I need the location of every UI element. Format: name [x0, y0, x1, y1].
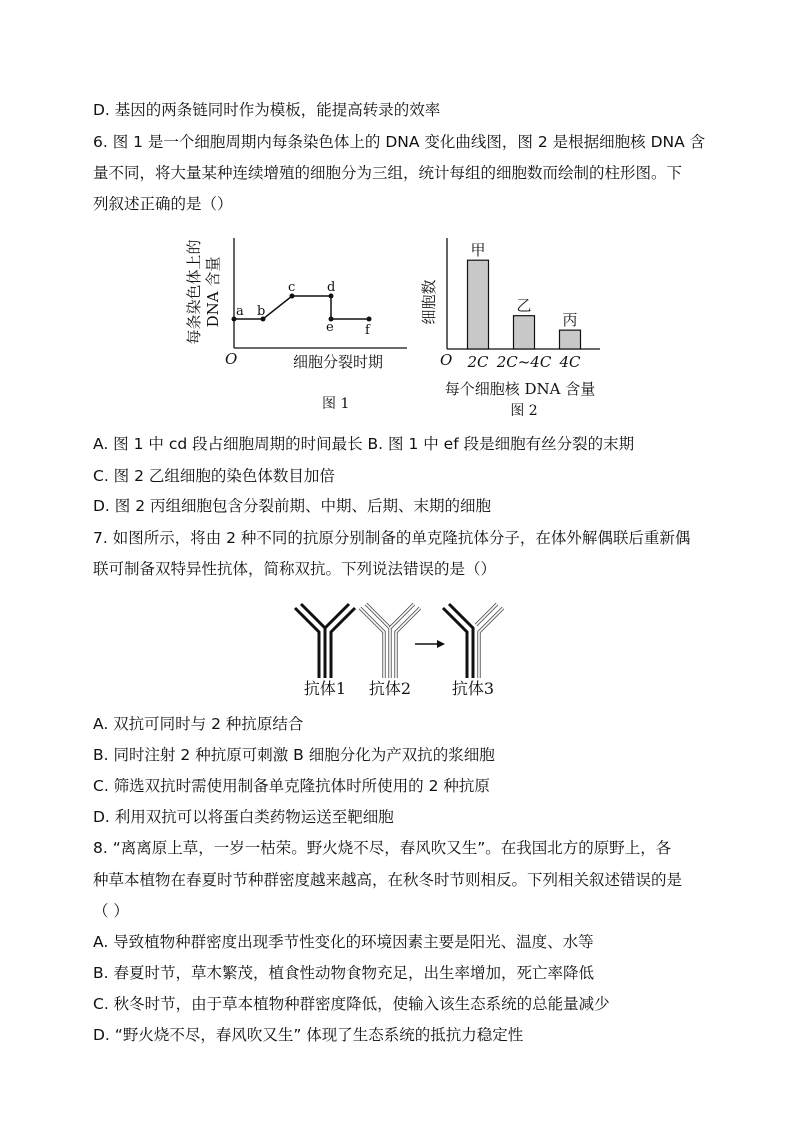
fig2-bar-3 — [560, 330, 581, 349]
fig2-bar-1 — [468, 260, 489, 349]
fig1-label-a: a — [236, 304, 244, 319]
fig1-point-f — [367, 317, 372, 322]
q6-option-d: D. 图 2 丙组细胞包含分裂前期、中期、后期、末期的细胞 — [93, 497, 492, 515]
figure-1-dna-curve — [185, 230, 420, 415]
fig2-tick-label-2: 2C~4C — [496, 353, 552, 371]
fig1-label-f: f — [365, 323, 370, 338]
fig1-label-c: c — [288, 280, 296, 295]
figure-antibodies — [285, 596, 510, 701]
fig1-caption: 图 1 — [322, 396, 350, 412]
q7-stem-line-1: 7. 如图所示，将由 2 种不同的抗原分别制备的单克隆抗体分子，在体外解偶联后重新偶 — [93, 529, 691, 547]
fig2-ylabel: 细胞数 — [420, 279, 438, 325]
fig2-xlabel: 每个细胞核 DNA 含量 — [444, 380, 596, 398]
fig1-ylabel-line-2: DNA 含量 — [204, 256, 222, 328]
antibody-3 — [443, 604, 503, 678]
q8-option-d: D. “野火烧不尽，春风吹又生” 体现了生态系统的抵抗力稳定性 — [93, 1026, 524, 1044]
fig1-ylabel-line-1: 每条染色体上的 — [185, 239, 203, 345]
label-antibody-3: 抗体3 — [451, 679, 495, 698]
fig2-tick-label-3: 4C — [559, 353, 581, 371]
fig1-label-e: e — [326, 320, 334, 335]
q8-stem-line-1: 8. “离离原上草，一岁一枯荣。野火烧不尽，春风吹又生”。在我国北方的原野上，各 — [93, 839, 672, 857]
fig1-label-d: d — [327, 280, 336, 295]
figure-2-bar-chart — [420, 230, 620, 420]
fig1-xlabel: 细胞分裂时期 — [293, 353, 384, 371]
antibody-1 — [295, 604, 355, 678]
arrow-icon — [437, 640, 445, 648]
antibody-2 — [360, 604, 420, 678]
q6-option-c: C. 图 2 乙组细胞的染色体数目加倍 — [93, 467, 335, 485]
fig2-bar-label-3: 丙 — [562, 311, 578, 330]
q6-stem-line-3: 列叙述正确的是（） — [93, 195, 233, 213]
fig2-bar-label-1: 甲 — [470, 241, 486, 260]
q7-option-d: D. 利用双抗可以将蛋白类药物运送至靶细胞 — [93, 808, 394, 826]
q5-option-d: D. 基因的两条链同时作为模板，能提高转录的效率 — [93, 101, 441, 119]
q8-option-a: A. 导致植物种群密度出现季节性变化的环境因素主要是阳光、温度、水等 — [93, 933, 594, 951]
fig1-curve — [234, 296, 369, 319]
q8-option-b: B. 春夏时节，草木繁茂，植食性动物食物充足，出生率增加，死亡率降低 — [93, 964, 594, 982]
q6-stem-line-2: 量不同，将大量某种连续增殖的细胞分为三组，统计每组的细胞数而绘制的柱形图。下 — [93, 164, 683, 182]
fig2-origin: O — [440, 351, 453, 369]
q8-stem-line-3: （ ） — [93, 902, 129, 920]
label-antibody-2: 抗体2 — [368, 679, 412, 698]
label-antibody-1: 抗体1 — [303, 679, 347, 698]
q8-option-c: C. 秋冬时节，由于草本植物种群密度降低，使输入该生态系统的总能量减少 — [93, 995, 610, 1013]
fig1-label-b: b — [257, 304, 266, 319]
q7-stem-line-2: 联可制备双特异性抗体，简称双抗。下列说法错误的是（） — [93, 560, 497, 578]
q6-stem-line-1: 6. 图 1 是一个细胞周期内每条染色体上的 DNA 变化曲线图，图 2 是根据细胞核 DNA 含 — [93, 133, 706, 151]
fig2-bar-label-2: 乙 — [516, 296, 532, 315]
fig2-bar-2 — [514, 316, 535, 349]
q6-options-a-b: A. 图 1 中 cd 段占细胞周期的时间最长 B. 图 1 中 ef 段是细胞有丝分裂的末期 — [93, 435, 635, 453]
fig2-tick-label-1: 2C — [467, 353, 489, 371]
fig1-origin: O — [225, 350, 238, 368]
q8-stem-line-2: 种草本植物在春夏时节种群密度越来越高，在秋冬时节则相反。下列相关叙述错误的是 — [93, 871, 683, 889]
q7-option-c: C. 筛选双抗时需使用制备单克隆抗体时所使用的 2 种抗原 — [93, 777, 490, 795]
q7-option-a: A. 双抗可同时与 2 种抗原结合 — [93, 715, 304, 733]
q7-option-b: B. 同时注射 2 种抗原可刺激 B 细胞分化为产双抗的浆细胞 — [93, 746, 495, 764]
fig2-caption: 图 2 — [510, 403, 538, 419]
